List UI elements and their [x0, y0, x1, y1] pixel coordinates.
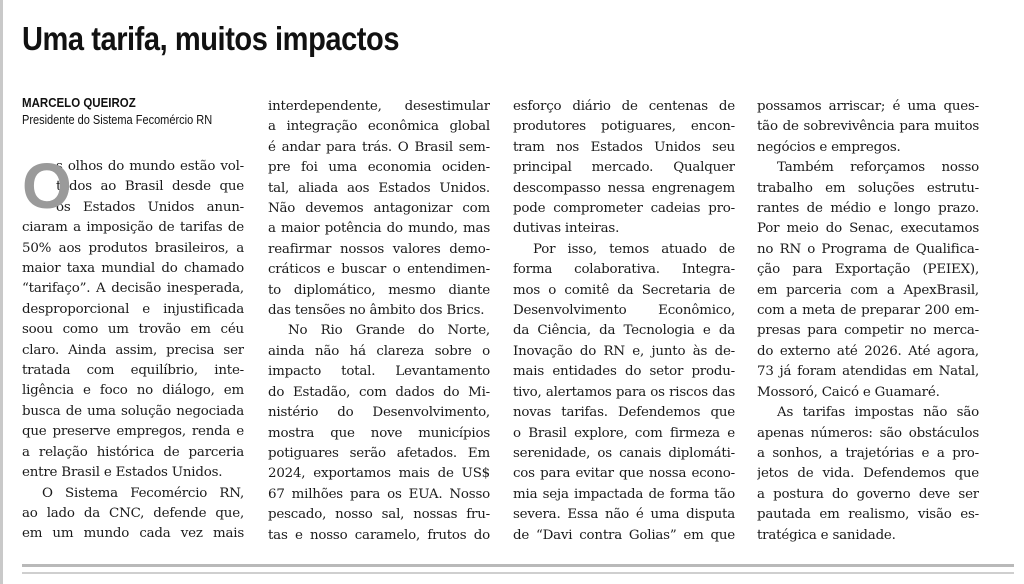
- text-line: ainda não há clareza sobre o: [268, 343, 490, 359]
- text-line: 67 milhões para os EUA. Nosso: [268, 486, 490, 502]
- text-line: tivo, alertamos para os riscos das: [513, 384, 735, 400]
- text-line: o Brasil explore, com firmeza e: [513, 425, 735, 441]
- text-line: tas e nosso caramelo, frutos do: [268, 527, 490, 543]
- text-line: é andar para trás. O Brasil sem-: [268, 139, 490, 155]
- article-title: Uma tarifa, muitos impactos: [22, 20, 400, 57]
- text-line: cráticos e buscar o entendimen-: [268, 262, 490, 278]
- text-line: claro. Ainda assim, precisa ser: [22, 342, 244, 358]
- text-line: pescado, nosso sal, nossas fru-: [268, 507, 490, 523]
- text-line: a postura do governo deve ser: [757, 486, 979, 502]
- bottom-rule-secondary: [22, 572, 1014, 574]
- text-line: tados ao Brasil desde que: [56, 179, 244, 195]
- text-line: s olhos do mundo estão vol-: [56, 159, 244, 174]
- text-line: de “Davi contra Golias” em que: [513, 527, 735, 543]
- text-line: ligência e foco no diálogo, em: [22, 383, 244, 399]
- text-line: 50% aos produtos brasileiros, a: [22, 240, 244, 256]
- text-line: com a meta de preparar 200 em-: [757, 303, 979, 319]
- article-column-2: [268, 97, 490, 546]
- text-line: No Rio Grande do Norte,: [288, 323, 490, 339]
- text-line: busca de uma solução negociada: [22, 403, 244, 419]
- text-line: forma colaborativa. Integra-: [513, 262, 735, 278]
- text-line: os Estados Unidos anun-: [56, 199, 244, 215]
- text-line: negócios e empregos.: [757, 139, 901, 155]
- text-line: mais entidades do setor produ-: [513, 364, 735, 380]
- text-line: Não devemos antagonizar com: [268, 201, 490, 217]
- page-edge-line: [0, 0, 3, 584]
- text-line: As tarifas impostas não são: [777, 405, 979, 421]
- text-line: do Estadão, com dados do Mi-: [268, 384, 490, 400]
- text-line: mostra que nove municípios: [268, 425, 490, 441]
- author-role: Presidente do Sistema Fecomércio RN: [22, 113, 213, 127]
- text-line: rantes de médio e longo prazo.: [757, 201, 979, 217]
- text-line: principal mercado. Qualquer: [513, 160, 735, 176]
- text-line: mia seja impactada de forma tão: [513, 486, 735, 502]
- text-line: dutivas inteiras.: [513, 221, 620, 237]
- text-line: interdependente, desestimular: [268, 99, 490, 114]
- text-line: em parceria com a ApexBrasil,: [757, 282, 979, 298]
- text-line: Desenvolvimento Econômico,: [513, 303, 735, 319]
- text-line: das tensões no âmbito dos Brics.: [268, 303, 485, 319]
- text-line: to diplomático, mesmo diante: [268, 282, 490, 298]
- text-line: cos para evitar que nossa econo-: [513, 466, 735, 482]
- text-line: pode comprometer cadeias pro-: [513, 201, 735, 217]
- text-line: nistério do Desenvolvimento,: [268, 405, 490, 421]
- text-line: tal, aliada aos Estados Unidos.: [268, 180, 490, 196]
- text-line: apenas números: são obstáculos: [757, 425, 979, 441]
- author-name: MARCELO QUEIROZ: [22, 96, 136, 110]
- text-line: maior taxa mundial do chamado: [22, 261, 244, 277]
- text-line: a maior potência do mundo, mas: [268, 221, 490, 237]
- text-line: Também reforçamos nosso: [777, 160, 979, 176]
- text-line: em um mundo cada vez mais: [22, 526, 244, 542]
- text-line: severa. Essa não é uma disputa: [513, 507, 735, 523]
- bottom-rule: [22, 564, 1014, 567]
- text-line: jetos de vida. Defendemos que: [757, 466, 979, 482]
- text-line: da Ciência, da Tecnologia e da: [513, 323, 735, 339]
- text-line: pre foi uma economia ociden-: [268, 160, 490, 176]
- text-line: esforço diário de centenas de: [513, 99, 735, 114]
- article-column-1: [22, 150, 244, 545]
- text-line: tão de sobrevivência para muitos: [757, 119, 979, 135]
- text-line: ção para Exportação (PEIEX),: [757, 262, 979, 278]
- text-line: reafirmar nossos valores demo-: [268, 241, 490, 257]
- text-line: ciaram a imposição de tarifas de: [22, 220, 244, 236]
- text-line: ao lado da CNC, defende que,: [22, 505, 244, 521]
- text-line: entre Brasil e Estados Unidos.: [22, 465, 223, 481]
- text-line: a integração econômica global: [268, 119, 490, 135]
- article-column-4: [757, 97, 979, 546]
- text-line: produtores potiguares, encon-: [513, 119, 735, 135]
- text-line: Mossoró, Caicó e Guamaré.: [757, 384, 940, 400]
- text-line: desproporcional e injustificada: [22, 301, 244, 317]
- text-line: impacto total. Levantamento: [268, 364, 490, 380]
- text-line: no RN o Programa de Qualifica-: [757, 241, 979, 257]
- text-line: Inovação do RN e, junto às de-: [513, 343, 735, 359]
- text-line: possamos arriscar; é uma ques-: [757, 99, 979, 114]
- text-line: 2024, exportamos mais de US$: [268, 466, 490, 482]
- text-line: tratada com equilíbrio, inte-: [22, 363, 244, 379]
- text-line: trabalho em soluções estrutu-: [757, 180, 979, 196]
- text-line: presas para competir no merca-: [757, 323, 979, 339]
- text-line: novas tarifas. Defendemos que: [513, 405, 735, 421]
- drop-cap: O: [22, 150, 72, 222]
- text-line: a relação histórica de parceria: [22, 444, 244, 460]
- text-line: a sonhos, a trajetórias e a pro-: [757, 445, 979, 461]
- text-line: pautada em realismo, visão es-: [757, 507, 979, 523]
- text-line: que preserve empregos, renda e: [22, 424, 244, 440]
- text-line: tram nos Estados Unidos seu: [513, 139, 735, 155]
- text-line: soou como um trovão em céu: [22, 322, 244, 338]
- text-line: 73 já foram atendidas em Natal,: [757, 364, 979, 380]
- text-line: potiguares serão afetados. Em: [268, 445, 490, 461]
- text-line: tratégica e sanidade.: [757, 527, 896, 543]
- text-line: do externo até 2026. Até agora,: [757, 343, 979, 359]
- text-line: Por isso, temos atuado de: [533, 241, 735, 257]
- text-line: “tarifaço”. A decisão inesperada,: [22, 281, 244, 297]
- text-line: descompasso nessa engrenagem: [513, 180, 735, 196]
- text-line: mos o comitê da Secretaria de: [513, 282, 735, 298]
- text-line: serenidade, os canais diplomáti-: [513, 445, 735, 461]
- article-column-3: [513, 97, 735, 546]
- text-line: Por meio do Senac, executamos: [757, 221, 979, 237]
- text-line: O Sistema Fecomércio RN,: [42, 485, 244, 501]
